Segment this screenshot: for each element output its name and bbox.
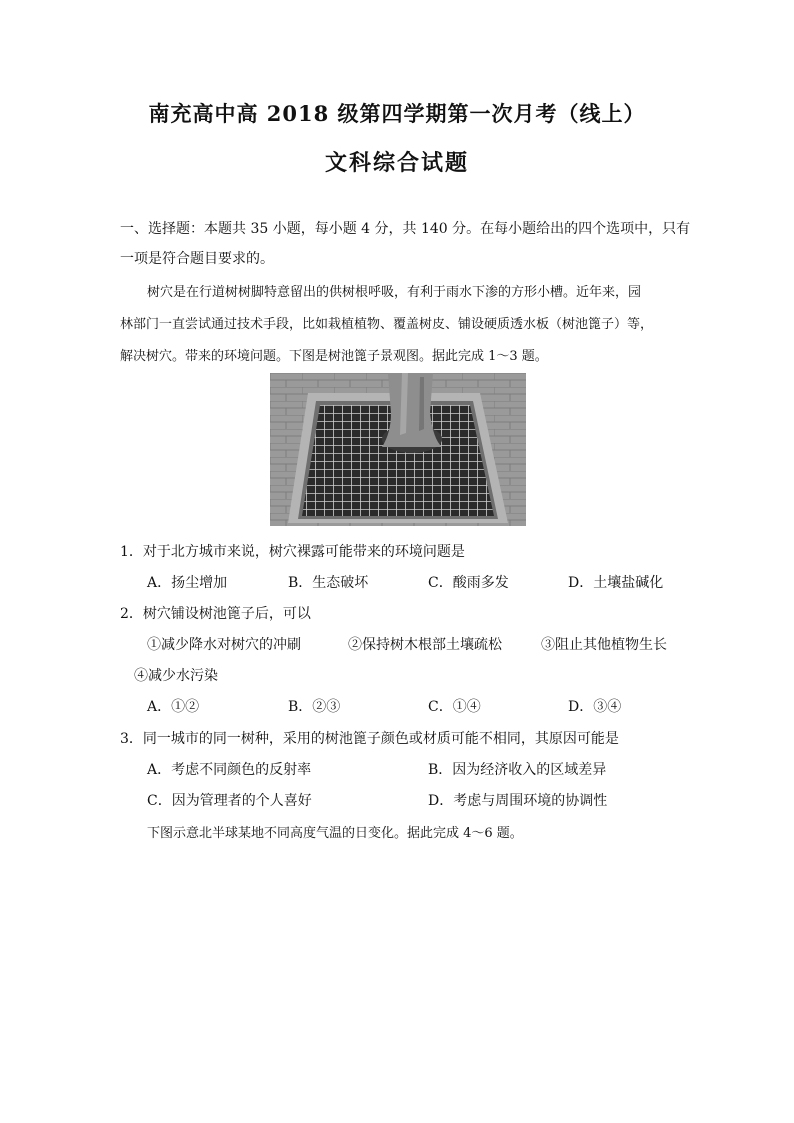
passage1-line-3: 解决树穴。带来的环境问题。下图是树池篦子景观图。据此完成 1～3 题。 (120, 349, 548, 364)
q2-statement-3: ③阻止其他植物生长 (541, 637, 667, 653)
section-intro-line-1: 一、选择题：本题共 35 小题，每小题 4 分，共 140 分。在每小题给出的四个选项中，只有 (120, 221, 691, 237)
question-3-stem: 3．同一城市的同一树种，采用的树池篦子颜色或材质可能不相同，其原因可能是 (120, 731, 619, 747)
q2-option-a: A．①② (147, 699, 200, 715)
q3-option-c: C．因为管理者的个人喜好 (147, 793, 312, 809)
q2-option-d: D．③④ (568, 699, 622, 715)
q3-option-b: B．因为经济收入的区域差异 (428, 762, 607, 778)
tree-grate-photo (270, 373, 526, 526)
q2-option-b: B．②③ (288, 699, 341, 715)
q2-option-c: C．①④ (428, 699, 481, 715)
question-1-stem: 1．对于北方城市来说，树穴裸露可能带来的环境问题是 (120, 544, 465, 560)
q3-option-a: A．考虑不同颜色的反射率 (147, 762, 312, 778)
q1-option-c: C．酸雨多发 (428, 575, 509, 591)
q1-option-d: D．土壤盐碱化 (568, 575, 664, 591)
question-2-stem: 2．树穴铺设树池篦子后，可以 (120, 606, 311, 622)
passage1-line-2: 林部门一直尝试通过技术手段，比如栽植植物、覆盖树皮、铺设硬质透水板（树池篦子）等， (120, 317, 654, 332)
q2-statement-2: ②保持树木根部土壤疏松 (348, 637, 502, 653)
q3-option-d: D．考虑与周围环境的协调性 (428, 793, 608, 809)
passage2-line-1: 下图示意北半球某地不同高度气温的日变化。据此完成 4～6 题。 (147, 826, 523, 841)
exam-title: 南充高中高 2018 级第四学期第一次月考（线上） (148, 101, 646, 126)
q1-option-b: B．生态破坏 (288, 575, 369, 591)
passage1-line-1: 树穴是在行道树树脚特意留出的供树根呼吸，有利于雨水下渗的方形小槽。近年来，园 (147, 285, 642, 300)
q1-option-a: A．扬尘增加 (147, 575, 228, 591)
q2-statement-4: ④减少水污染 (134, 668, 218, 684)
section-intro-line-2: 一项是符合题目要求的。 (120, 251, 274, 267)
exam-subtitle: 文科综合试题 (324, 150, 469, 176)
q2-statement-1: ①减少降水对树穴的冲刷 (147, 637, 301, 653)
